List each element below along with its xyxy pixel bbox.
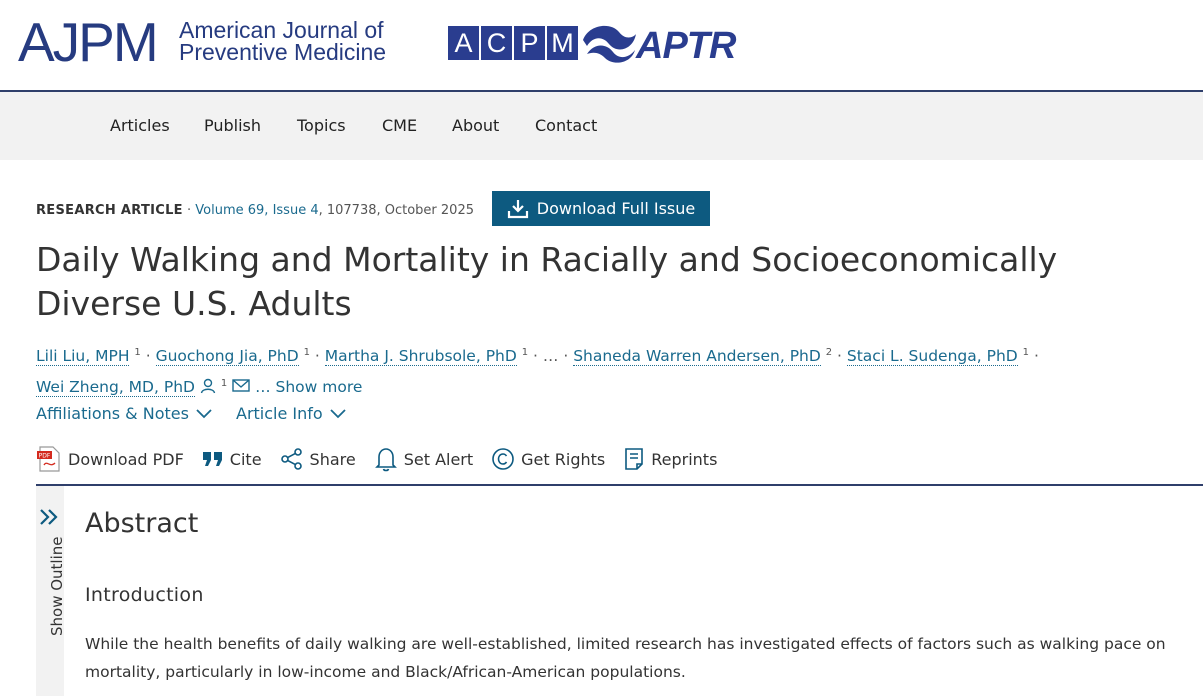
article-info-label: Article Info bbox=[236, 404, 323, 423]
show-more-link[interactable]: … Show more bbox=[255, 378, 363, 397]
article-type: RESEARCH ARTICLE bbox=[36, 203, 183, 218]
share-button[interactable] bbox=[280, 447, 356, 471]
affiliations-toggle[interactable] bbox=[36, 404, 213, 423]
author-link[interactable]: Martha J. Shrubsole, PhD bbox=[324, 347, 517, 366]
quote-icon bbox=[202, 449, 224, 469]
download-icon bbox=[507, 199, 529, 219]
volume-link[interactable]: Volume 69, Issue 4 bbox=[195, 203, 319, 218]
author-affiliation-sup: 1 bbox=[134, 347, 141, 358]
author-affiliation-sup: 1 bbox=[303, 347, 310, 358]
email-icon[interactable] bbox=[232, 377, 250, 393]
introduction-text: While the health benefits of daily walking are well-established, limited research has investigated effects of factors such as walking pace on mortality, particularly in low-income and Black/African-American populations. bbox=[85, 635, 1166, 681]
nav-publish[interactable]: Publish bbox=[204, 116, 262, 135]
chevron-down-icon bbox=[329, 408, 347, 420]
download-pdf-label: Download PDF bbox=[68, 449, 184, 469]
article-meta bbox=[36, 203, 474, 218]
svg-text:PDF: PDF bbox=[38, 452, 51, 460]
journal-name-line1: American Journal of bbox=[179, 17, 384, 43]
cite-label: Cite bbox=[229, 449, 262, 469]
aptr-logo[interactable]: APTR bbox=[636, 25, 736, 67]
author-link[interactable]: Staci L. Sudenga, PhD bbox=[846, 347, 1018, 366]
wave-logo-icon bbox=[581, 20, 637, 64]
author-list: Lili Liu, MPH $^1$ · Guochong Jia, PhD $^1$ · Martha J. Shrubsole, PhD $^1$ · … · Shaneda Warren Andersen, PhD $^2$ · Staci L. Sudenga, PhD $^1$ · Wei Zheng, MD, PhD $^1$ … Show more bbox=[36, 347, 1039, 397]
nav-cme[interactable]: CME bbox=[382, 116, 418, 135]
reprints-button[interactable] bbox=[623, 447, 717, 471]
acpm-letter: P bbox=[514, 26, 545, 60]
author-affiliation-sup: 1 bbox=[1022, 347, 1030, 358]
nav-articles[interactable]: Articles bbox=[110, 116, 170, 135]
double-chevron-right-icon bbox=[38, 508, 60, 526]
journal-logo-name[interactable] bbox=[179, 19, 386, 63]
reprints-label: Reprints bbox=[651, 449, 718, 469]
main-nav bbox=[0, 92, 1203, 160]
article-info-toggle[interactable] bbox=[236, 404, 347, 423]
nav-contact[interactable]: Contact bbox=[535, 116, 598, 135]
share-icon bbox=[280, 447, 304, 471]
get-rights-label: Get Rights bbox=[521, 449, 606, 469]
author-link[interactable]: Wei Zheng, MD, PhD bbox=[36, 378, 195, 397]
affiliations-label: Affiliations & Notes bbox=[36, 404, 189, 423]
get-rights-button[interactable] bbox=[491, 447, 605, 471]
nav-topics[interactable]: Topics bbox=[297, 116, 346, 135]
pdf-icon bbox=[36, 446, 62, 472]
article-toolbar bbox=[36, 446, 717, 472]
acpm-letter: C bbox=[481, 26, 512, 60]
share-label: Share bbox=[309, 449, 356, 469]
content-divider bbox=[36, 484, 1203, 486]
author-affiliation-sup: 1 bbox=[521, 347, 529, 358]
site-header bbox=[0, 0, 1203, 90]
author-ellipsis: … bbox=[542, 347, 559, 366]
author-link[interactable]: Lili Liu, MPH bbox=[36, 347, 130, 366]
abstract-heading: Abstract bbox=[85, 508, 199, 539]
download-full-issue-label: Download Full Issue bbox=[536, 199, 696, 218]
journal-logo-abbr[interactable]: AJPM bbox=[18, 11, 157, 73]
set-alert-label: Set Alert bbox=[403, 449, 474, 469]
bell-icon bbox=[374, 446, 398, 472]
download-full-issue-button[interactable] bbox=[492, 191, 710, 226]
introduction-heading: Introduction bbox=[85, 584, 204, 606]
author-affiliation-sup: 2 bbox=[825, 347, 833, 358]
acpm-letter: M bbox=[547, 26, 578, 60]
volume-details: , 107738, October 2025 bbox=[318, 203, 474, 218]
journal-name-line2: Preventive Medicine bbox=[179, 39, 387, 65]
show-outline-toggle[interactable] bbox=[36, 486, 64, 696]
acpm-letter: A bbox=[448, 26, 479, 60]
meta-dot: · bbox=[187, 203, 192, 218]
author-link[interactable]: Shaneda Warren Andersen, PhD bbox=[573, 347, 821, 366]
set-alert-button[interactable] bbox=[374, 446, 473, 472]
chevron-down-icon bbox=[195, 408, 213, 420]
cite-button[interactable] bbox=[202, 449, 262, 469]
nav-about[interactable]: About bbox=[452, 116, 500, 135]
reprints-icon bbox=[623, 447, 645, 471]
download-pdf-button[interactable] bbox=[36, 446, 184, 472]
author-link[interactable]: Guochong Jia, PhD bbox=[155, 347, 299, 366]
show-outline-label: Show Outline bbox=[48, 536, 66, 636]
author-affiliation-sup: 1 bbox=[220, 378, 228, 390]
copyright-icon bbox=[491, 447, 515, 471]
article-title: Daily Walking and Mortality in Racially and Socioeconomically Diverse U.S. Adults bbox=[36, 240, 1058, 323]
acpm-logo[interactable] bbox=[448, 26, 578, 60]
corresponding-author-icon bbox=[200, 378, 216, 394]
